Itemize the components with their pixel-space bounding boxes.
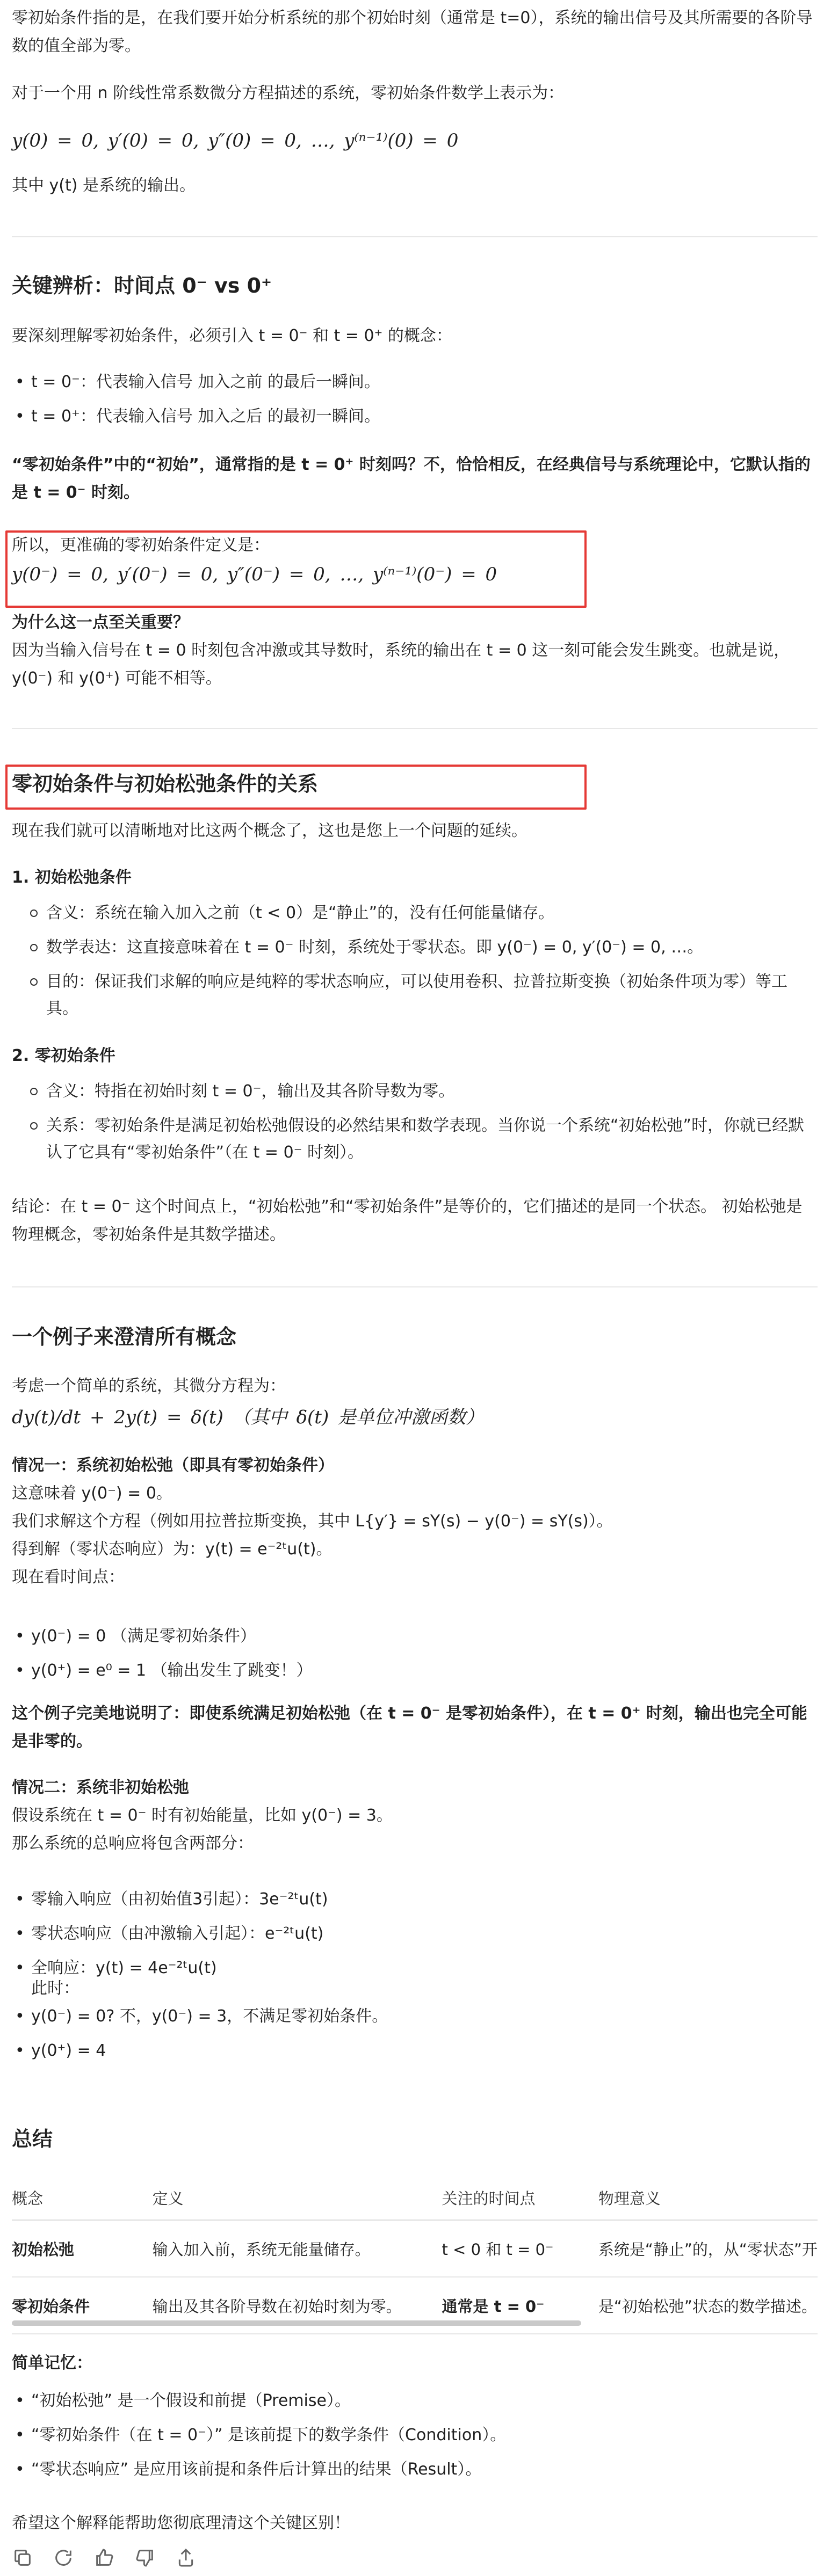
case-two-note: 此时： — [31, 1979, 79, 1998]
table-cell: 零初始条件 — [12, 2277, 153, 2334]
summary-table-container — [12, 2175, 818, 2334]
table-header-row — [12, 2175, 818, 2220]
case-two-title: 情况二：系统非初始松弛 — [12, 1778, 189, 1797]
list-item: 含义：系统在输入加入之前（t < 0）是“静止”的，没有任何能量储存。 — [12, 900, 818, 927]
thumbs-up-icon[interactable] — [93, 2547, 115, 2568]
section-title-time-points: 关键辨析：时间点 0⁻ vs 0⁺ — [12, 274, 272, 297]
zero-initial-equation: y(0) = 0, y′(0) = 0, y″(0) = 0, …, y⁽ⁿ⁻¹⁾(0) = 0 — [12, 130, 459, 151]
list-item: 关系：零初始条件是满足初始松弛假设的必然结果和数学表现。当你说一个系统“初始松弛”时，你就已经默认了它具有“零初始条件”（在 t = 0⁻ 时刻）。 — [12, 1112, 818, 1166]
table-row — [12, 2220, 818, 2277]
case-one-list — [12, 1619, 818, 1688]
memory-list — [12, 2384, 818, 2487]
case-two-list — [12, 1882, 818, 2068]
section-paragraph: 现在我们就可以清晰地对比这两个概念了，这也是您上一个问题的延续。 — [12, 821, 527, 840]
list-item: • 全响应：y(t) = 4e⁻²ᵗu(t) — [12, 1951, 818, 1985]
case-two-line: 假设系统在 t = 0⁻ 时有初始能量，比如 y(0⁻) = 3。 — [12, 1806, 393, 1825]
summary-table — [12, 2175, 818, 2334]
list-item: • t = 0⁻：代表输入信号 加入之前 的最后一瞬间。 — [12, 365, 818, 399]
conclusion-paragraph: 结论：在 t = 0⁻ 这个时间点上，“初始松弛”和“零初始条件”是等价的，它们描述的是同一个状态。 初始松弛是物理概念，零初始条件是其数学描述。 — [12, 1197, 803, 1244]
example-equation: dy(t)/dt + 2y(t) = δ(t) （其中 δ(t) 是单位冲激函数） — [12, 1407, 485, 1428]
divider — [12, 236, 818, 237]
case-one-line: 我们求解这个方程（例如用拉普拉斯变换，其中 L{y′} = sY(s) − y(0⁻) = sY(s)）。 — [12, 1512, 613, 1531]
memory-title: 简单记忆： — [12, 2354, 92, 2373]
table-horizontal-scrollbar[interactable] — [12, 2320, 581, 2326]
list-item: 数学表达：这直接意味着在 t = 0⁻ 时刻，系统处于零状态。即 y(0⁻) = 0, y′(0⁻) = 0, …。 — [12, 934, 818, 961]
table-cell: 输入加入前，系统无能量储存。 — [153, 2220, 442, 2277]
table-header: 物理意义 — [598, 2175, 818, 2220]
sub-list — [12, 900, 818, 1030]
section-paragraph: 考虑一个简单的系统，其微分方程为： — [12, 1377, 286, 1395]
table-cell: 输出及其各阶导数在初始时刻为零。 — [153, 2277, 442, 2334]
case-one-conclusion: 这个例子完美地说明了：即使系统满足初始松弛（在 t = 0⁻ 是零初始条件），在 t = 0⁺ 时刻，输出也完全可能是非零的。 — [12, 1704, 807, 1751]
list-item: • y(0⁻) = 0? 不，y(0⁻) = 3，不满足零初始条件。 — [12, 1999, 818, 2034]
intro-paragraph-2: 对于一个用 n 阶线性常系数微分方程描述的系统，零初始条件数学上表示为： — [12, 84, 565, 103]
case-one-line: 得到解（零状态响应）为：y(t) = e⁻²ᵗu(t)。 — [12, 1540, 333, 1559]
table-cell: 系统是“静止”的，从“零状态”开 — [598, 2220, 818, 2277]
table-cell: 是“初始松弛”状态的数学描述。 — [598, 2277, 818, 2334]
why-title: 为什么这一点至关重要？ — [12, 613, 189, 632]
closing-paragraph: 希望这个解释能帮助您彻底理清这个关键区别！ — [12, 2514, 350, 2533]
precise-definition-equation: y(0⁻) = 0, y′(0⁻) = 0, y″(0⁻) = 0, …, y⁽ⁿ⁻¹⁾(0⁻) = 0 — [12, 564, 497, 585]
table-cell: 通常是 t = 0⁻ — [442, 2277, 598, 2334]
section-title-example: 一个例子来澄清所有概念 — [12, 1325, 237, 1349]
intro-paragraph-3: 其中 y(t) 是系统的输出。 — [12, 176, 196, 195]
table-header: 概念 — [12, 2175, 153, 2220]
regenerate-icon[interactable] — [53, 2547, 74, 2568]
table-header: 定义 — [153, 2175, 442, 2220]
case-one-line: 这意味着 y(0⁻) = 0。 — [12, 1484, 172, 1503]
list-item: • “初始松弛” 是一个假设和前提（Premise）。 — [12, 2384, 818, 2418]
list-item: • 零状态响应（由冲激输入引起）：e⁻²ᵗu(t) — [12, 1917, 818, 1951]
divider — [12, 1286, 818, 1287]
table-cell: 初始松弛 — [12, 2220, 153, 2277]
table-header: 关注的时间点 — [442, 2175, 598, 2220]
case-one-line: 现在看时间点： — [12, 1568, 125, 1587]
sub-list — [12, 1078, 818, 1174]
thumbs-down-icon[interactable] — [134, 2547, 156, 2568]
list-item: • y(0⁺) = 4 — [12, 2034, 818, 2068]
intro-paragraph: 零初始条件指的是，在我们要开始分析系统的那个初始时刻（通常是 t=0），系统的输出信号及其所需要的各阶导数的值全部为零。 — [12, 9, 813, 55]
summary-title: 总结 — [12, 2127, 53, 2151]
list-item: • t = 0⁺：代表输入信号 加入之后 的最初一瞬间。 — [12, 399, 818, 434]
box-label: 所以，更准确的零初始条件定义是： — [12, 536, 270, 555]
list-item: 含义：特指在初始时刻 t = 0⁻，输出及其各阶导数为零。 — [12, 1078, 818, 1105]
divider — [12, 728, 818, 729]
section-title-relation: 零初始条件与初始松弛条件的关系 — [12, 772, 319, 796]
list-item: • 零输入响应（由初始值3引起）：3e⁻²ᵗu(t) — [12, 1882, 818, 1917]
list-item: • “零初始条件（在 t = 0⁻）” 是该前提下的数学条件（Condition）。 — [12, 2418, 818, 2453]
list-item: • y(0⁻) = 0 （满足零初始条件） — [12, 1619, 818, 1654]
time-point-list — [12, 365, 818, 434]
list-item: • “零状态响应” 是应用该前提和条件后计算出的结果（Result）。 — [12, 2453, 818, 2487]
case-one-title: 情况一：系统初始松弛（即具有零初始条件） — [12, 1456, 334, 1475]
case-two-line: 那么系统的总响应将包含两部分： — [12, 1834, 254, 1853]
bold-paragraph: “零初始条件”中的“初始”，通常指的是 t = 0⁺ 时刻吗？不，恰恰相反，在经典信号与系统理论中，它默认指的是 t = 0⁻ 时刻。 — [12, 455, 811, 502]
copy-icon[interactable] — [12, 2547, 33, 2568]
table-cell: t < 0 和 t = 0⁻ — [442, 2220, 598, 2277]
list-item: 目的：保证我们求解的响应是纯粹的零状态响应，可以使用卷积、拉普拉斯变换（初始条件项为零）等工具。 — [12, 969, 818, 1022]
list-item: • y(0⁺) = e⁰ = 1 （输出发生了跳变！） — [12, 1654, 818, 1688]
numbered-item-title: 2. 零初始条件 — [12, 1046, 115, 1065]
share-icon[interactable] — [175, 2547, 197, 2568]
section-paragraph: 要深刻理解零初始条件，必须引入 t = 0⁻ 和 t = 0⁺ 的概念： — [12, 326, 452, 345]
why-paragraph: 因为当输入信号在 t = 0 时刻包含冲激或其导数时，系统的输出在 t = 0 这一刻可能会发生跳变。也就是说，y(0⁻) 和 y(0⁺) 可能不相等。 — [12, 641, 790, 688]
numbered-item-title: 1. 初始松弛条件 — [12, 868, 132, 887]
